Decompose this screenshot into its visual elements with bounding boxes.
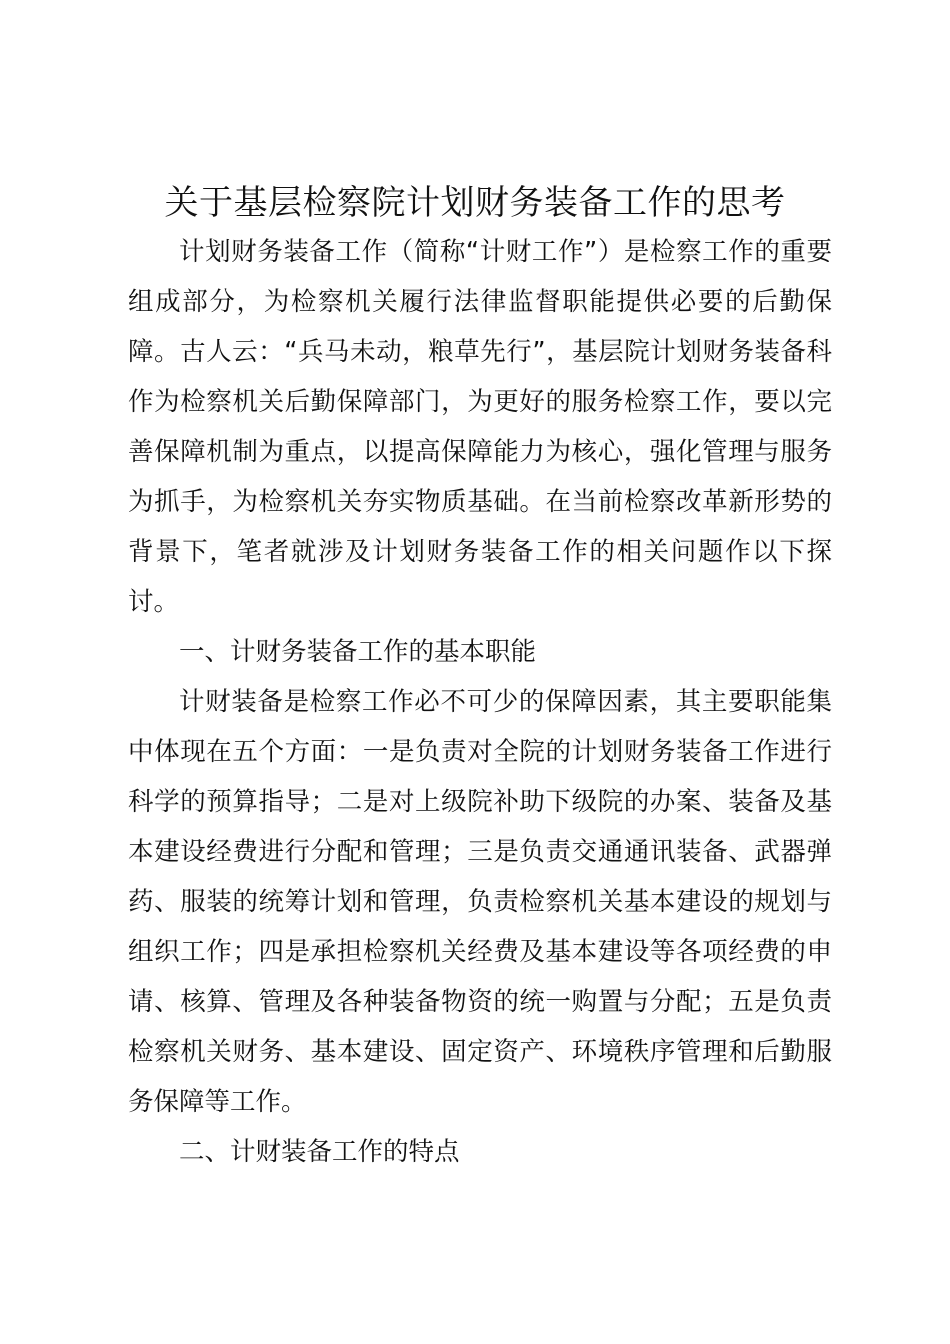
document-title: 关于基层检察院计划财务装备工作的思考	[164, 183, 786, 223]
section-heading-1: 一、计财务装备工作的基本职能	[179, 637, 537, 667]
document-body	[128, 227, 832, 1177]
section-heading-2: 二、计财装备工作的特点	[179, 1137, 460, 1167]
paragraph-intro: 计划财务装备工作（简称“计财工作”）是检察工作的重要组成部分，为检察机关履行法律监督职能提供必要的后勤保障。古人云：“兵马未动，粮草先行”，基层院计划财务装备科作为检察机关后勤保障部门，为更好的服务检察工作，要以完善保障机制为重点，以提高保障能力为核心，强化管理与服务为抓手，为检察机关夯实物质基础。在当前检察改革新形势的背景下，笔者就涉及计划财务装备工作的相关问题作以下探讨。	[128, 237, 832, 617]
paragraph-functions: 计财装备是检察工作必不可少的保障因素，其主要职能集中体现在五个方面：一是负责对全院的计划财务装备工作进行科学的预算指导；二是对上级院补助下级院的办案、装备及基本建设经费进行分配和管理；三是负责交通通讯装备、武器弹药、服装的统筹计划和管理，负责检察机关基本建设的规划与组织工作；四是承担检察机关经费及基本建设等各项经费的申请、核算、管理及各种装备物资的统一购置与分配；五是负责检察机关财务、基本建设、固定资产、环境秩序管理和后勤服务保障等工作。	[128, 687, 832, 1117]
